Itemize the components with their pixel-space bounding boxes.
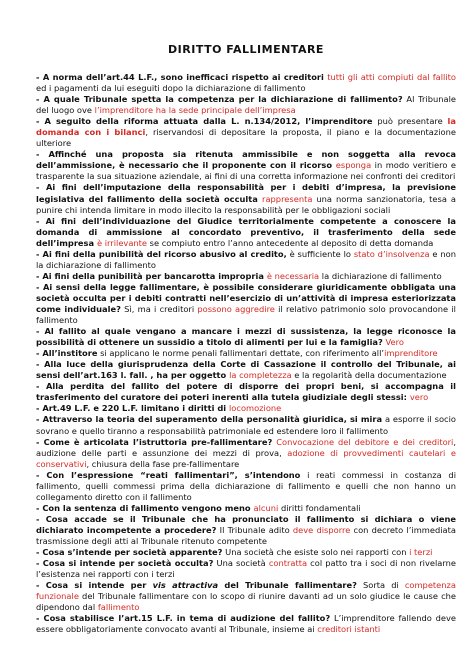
qa-paragraph xyxy=(36,403,456,414)
answer-text: Una società che esiste solo nei rapporti con xyxy=(222,547,410,558)
highlighted-answer: i terzi xyxy=(409,547,433,558)
answer-text: una norma sanzionatoria, tesa a punire chi intenda limitare in modo illecito la responsabilità per le obbligazioni sociali xyxy=(36,193,456,215)
highlighted-answer: la completezza xyxy=(229,370,292,381)
qa-paragraph xyxy=(36,249,456,271)
qa-paragraph xyxy=(36,558,456,580)
answer-text: Una società xyxy=(213,558,269,569)
qa-paragraph xyxy=(36,514,456,547)
question-text: - Cosa stabilisce l’art.15 L.F. in tema di audizione del fallito? xyxy=(36,613,331,624)
answer-text: se compiuto entro l’anno antecedente al deposito di detta domanda xyxy=(147,237,434,248)
question-text: - Ai fini della punibilità per bancarotta impropria xyxy=(36,270,267,281)
question-text: - Alla perdita del fallito del potere di disporre dei propri beni, si accompagna il trasferimento del curatore dei poteri inerenti alla tutela giudiziale degli stessi: xyxy=(36,381,456,403)
answer-text: ed i pagamenti da lui eseguiti dopo la dichiarazione di fallimento xyxy=(36,83,306,94)
highlighted-answer: è irrilevante xyxy=(96,237,148,248)
question-text: - Ai fini dell’imputazione della responsabilità per i debiti d’impresa, la previsione legislativa del fallimento della società occulta xyxy=(36,182,456,204)
question-text: vis attractiva xyxy=(152,580,219,591)
qa-paragraph xyxy=(36,348,456,359)
highlighted-answer: locomozione xyxy=(229,403,282,414)
qa-paragraph xyxy=(36,182,456,215)
highlighted-answer: rappresenta xyxy=(262,193,313,204)
question-text: - Cosa si intende per xyxy=(36,580,153,591)
qa-paragraph xyxy=(36,470,456,503)
answer-text: , chiusura della fase pre-fallimentare xyxy=(86,458,240,469)
question-text: del Tribunale fallimentare? xyxy=(218,580,357,591)
question-text: - Ai fini dell’individuazione del Giudice territorialmente competente a conoscere la domanda di ammissione al concordato preventivo, il trasferimento della sede dell’impresa xyxy=(36,215,456,248)
answer-text: Il Tribunale adito xyxy=(216,524,293,535)
document-title: DIRITTO FALLIMENTARE xyxy=(168,43,324,56)
question-text: - A quale Tribunale spetta la competenza per la dichiarazione di fallimento? xyxy=(36,94,403,105)
qa-paragraph xyxy=(36,547,456,558)
highlighted-answer: adozione di provvedimenti cautelari e conservativi xyxy=(36,447,456,469)
answer-text: L’imprenditore fallendo deve essere obbligatoriamente convocato avanti al Tribunale, insieme ai xyxy=(36,613,456,635)
question-text: - All’institore xyxy=(36,348,98,359)
qa-paragraph xyxy=(36,437,456,470)
qa-paragraph xyxy=(36,282,456,326)
qa-paragraph xyxy=(36,359,456,381)
answer-text: può presentare xyxy=(372,116,448,127)
answer-text: col patto tra i soci di non rivelarne l’esistenza nei rapporti con i terzi xyxy=(36,558,456,580)
answer-text: e la regolarità della documentazione xyxy=(291,370,447,381)
highlighted-answer: competenza funzionale xyxy=(36,580,456,602)
highlighted-answer: creditori istanti xyxy=(317,624,381,635)
highlighted-answer: stato d’insolvenza xyxy=(353,248,430,259)
highlighted-answer: fallimento xyxy=(97,602,140,613)
question-text: - Con la sentenza di fallimento vengono meno xyxy=(36,502,254,513)
answer-text: Sì, ma i creditori xyxy=(120,303,198,314)
question-text: - Affinché una proposta sia ritenuta ammissibile e non soggetta alla revoca dell’ammissione, è necessario che il proponente con il ricorso xyxy=(36,149,456,171)
qa-paragraph xyxy=(36,216,456,249)
highlighted-answer: contratta xyxy=(268,558,308,569)
highlighted-answer: vero xyxy=(409,392,429,403)
answer-text: è sufficiente lo xyxy=(286,248,354,259)
qa-paragraph xyxy=(36,271,456,282)
highlighted-answer: possono aggredire xyxy=(197,303,275,314)
qa-paragraph xyxy=(36,613,456,635)
document-body xyxy=(36,72,456,635)
question-text: - Cosa s’intende per società apparente? xyxy=(36,547,223,558)
highlighted-answer: Vero xyxy=(385,337,404,348)
qa-paragraph xyxy=(36,503,456,514)
answer-text: con decreto l’immediata trasmissione degli atti al Tribunale ritenuto competente xyxy=(36,524,456,546)
qa-paragraph xyxy=(36,580,456,613)
qa-paragraph xyxy=(36,149,456,182)
qa-paragraph xyxy=(36,414,456,436)
question-text: - Al fallito al quale vengano a mancare i mezzi di sussistenza, la legge riconosce la possibilità di ottenere un sussidio a titolo di alimenti per lui e la famiglia? xyxy=(36,326,456,348)
answer-text: in modo veritiero e trasparente la sua situazione aziendale, ai fini di una corretta informazione nei confronti dei creditori xyxy=(36,160,456,182)
qa-paragraph xyxy=(36,72,456,94)
answer-text: , riservandosi di depositare la proposta, il piano e la documentazione ulteriore xyxy=(36,127,456,149)
question-text: - A seguito della riforma attuata dalla L. n.134/2012, l’imprenditore xyxy=(36,116,373,127)
question-text: - A norma dell’art.44 L.F., sono inefficaci rispetto ai creditori xyxy=(36,72,328,82)
question-text: - Ai fini della punibilità del ricorso abusivo al credito, xyxy=(36,248,287,259)
qa-paragraph xyxy=(36,94,456,116)
highlighted-answer: deve disporre xyxy=(292,524,351,535)
highlighted-answer: Convocazione del debitore e dei creditori xyxy=(276,436,454,447)
question-text: - Cosa si intende per società occulta? xyxy=(36,558,214,569)
highlighted-answer: la domanda con i bilanci xyxy=(36,116,456,138)
qa-paragraph xyxy=(36,381,456,403)
highlighted-answer: l’imprenditore ha la sede principale dell’impresa xyxy=(94,105,296,116)
answer-text: e non la dichiarazione di fallimento xyxy=(36,248,456,270)
question-text: - Cosa accade se il Tribunale che ha pronunciato il fallimento si dichiara o viene dichiarato incompetente a procedere? xyxy=(36,513,456,535)
question-text: - Alla luce della giurisprudenza della Corte di Cassazione il controllo del Tribunale, ai sensi dell’art.163 l. fall. , ha per oggetto xyxy=(36,359,456,381)
question-text: - Ai sensi della legge fallimentare, è possibile considerare giuridicamente obbligata una società occulta per i debiti contratti nell’esercizio di un’attività di impresa esteriorizzata come individuale? xyxy=(36,281,456,314)
qa-paragraph xyxy=(36,116,456,149)
highlighted-answer: alcuni xyxy=(253,502,279,513)
answer-text: il relativo patrimonio solo provocandone il fallimento xyxy=(36,303,456,326)
question-text: - Art.49 L.F. e 220 L.F. limitano i diritti di xyxy=(36,403,229,414)
question-text: - Con l’espressione “reati fallimentari”, s’intendono xyxy=(36,469,301,480)
answer-text: la dichiarazione di fallimento xyxy=(319,270,442,281)
highlighted-answer: esponga xyxy=(335,160,372,171)
question-text: - Attraverso la teoria del superamento della personalità giuridica, si mira xyxy=(36,414,383,425)
answer-text: a esporre il socio sovrano e quello tiranno a responsabilità patrimoniale ed estendere loro il fallimento xyxy=(36,414,456,436)
answer-text: Sorta di xyxy=(356,580,405,591)
highlighted-answer: tutti gli atti compiuti dal fallito xyxy=(327,72,456,82)
question-text: - Come è articolata l’istruttoria pre-fallimentare? xyxy=(36,436,273,447)
highlighted-answer: è necessaria xyxy=(266,270,320,281)
answer-text: Al Tribunale del luogo ove xyxy=(36,94,456,116)
highlighted-answer: imprenditore xyxy=(384,348,438,359)
qa-paragraph xyxy=(36,326,456,348)
answer-text: diritti fondamentali xyxy=(278,502,361,513)
answer-text: si applicano le norme penali fallimentari dettate, con riferimento all’ xyxy=(97,348,385,359)
answer-text: i reati commessi in costanza di fallimento, quelli commessi prima della dichiarazione di fallimento e quelli che non hanno un collegamento diretto con il fallimento xyxy=(36,469,457,502)
answer-text: , audizione delle parti e assunzione dei mezzi di prova, xyxy=(36,436,457,458)
answer-text: del Tribunale fallimentare con lo scopo di riunire davanti ad un solo giudice le cause che dipendono dal xyxy=(36,591,456,613)
